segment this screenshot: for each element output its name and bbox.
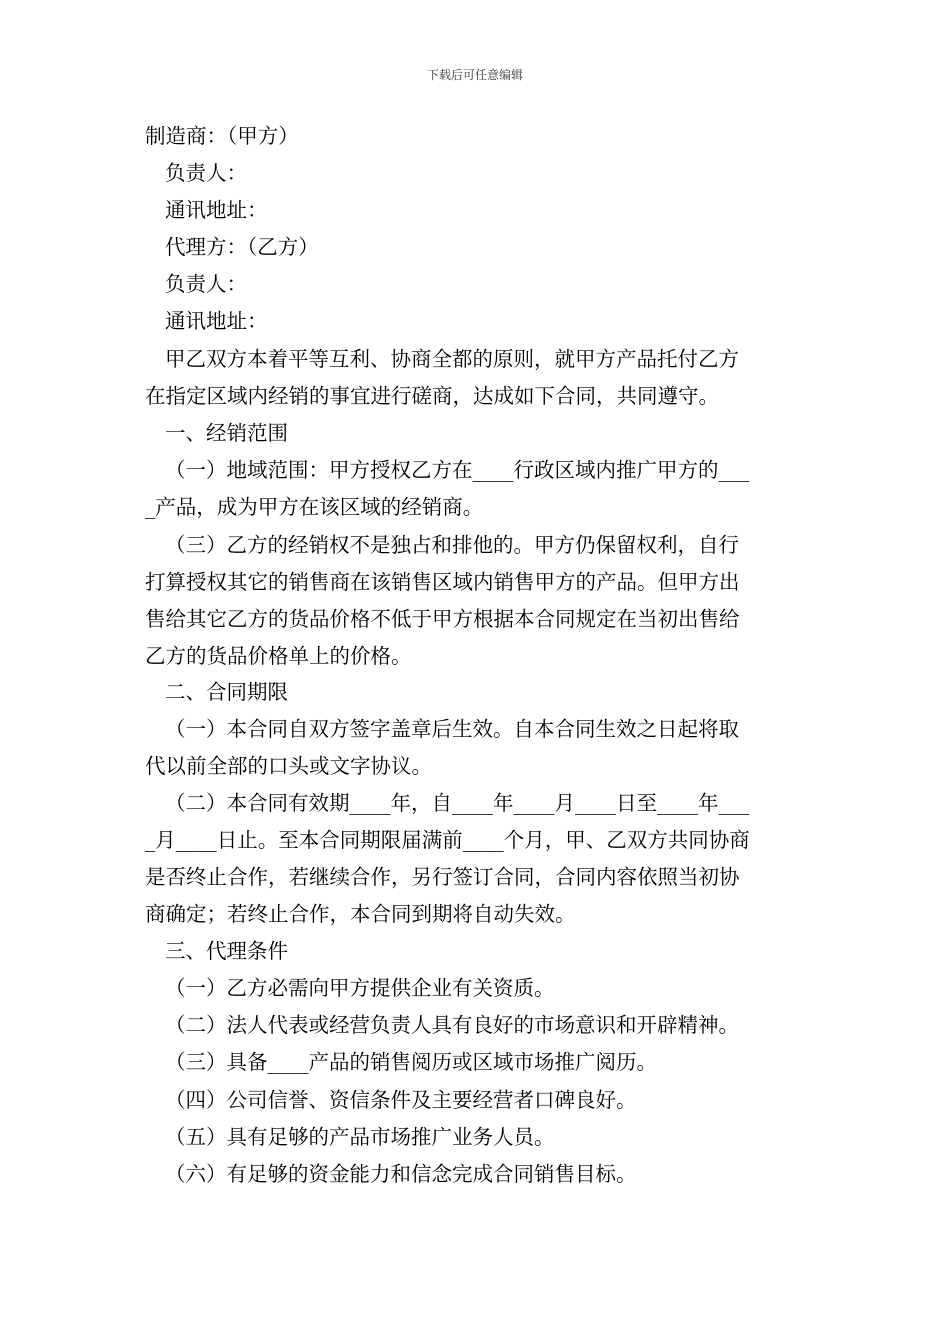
paragraph-line: 打算授权其它的销售商在该销售区域内销售甲方的产品。但甲方出	[145, 570, 740, 594]
page-header: 下载后可任意编辑	[426, 68, 523, 82]
agent-contact-line: 负责人：	[165, 272, 247, 296]
agent-line: 代理方：（乙方）	[165, 235, 319, 259]
section-heading: 二、合同期限	[165, 680, 288, 704]
manufacturer-address-line: 通讯地址：	[165, 198, 268, 222]
section-heading: 一、经销范围	[165, 421, 288, 445]
paragraph-line: 商确定；若终止合作，本合同到期将自动失效。	[145, 902, 576, 926]
paragraph-line: （三）乙方的经销权不是独占和排他的。甲方仍保留权利，自行	[165, 533, 739, 557]
manufacturer-contact-line: 负责人：	[165, 161, 247, 185]
list-item: （六）有足够的资金能力和信念完成合同销售目标。	[165, 1162, 637, 1186]
manufacturer-line: 制造商：（甲方）	[145, 124, 299, 148]
paragraph-line: _产品，成为甲方在该区域的经销商。	[145, 495, 484, 519]
agent-address-line: 通讯地址：	[165, 309, 268, 333]
paragraph-line: 乙方的货品价格单上的价格。	[145, 644, 412, 668]
section-heading: 三、代理条件	[165, 939, 288, 963]
paragraph-line: 在指定区域内经销的事宜进行磋商，达成如下合同，共同遵守。	[145, 384, 719, 408]
list-item: （三）具备____产品的销售阅历或区域市场推广阅历。	[165, 1050, 657, 1074]
paragraph-line: （二）本合同有效期____年，自____年____月____日至____年___	[165, 791, 750, 815]
list-item: （二）法人代表或经营负责人具有良好的市场意识和开辟精神。	[165, 1013, 739, 1037]
paragraph-line: 甲乙双方本着平等互利、协商全都的原则，就甲方产品托付乙方	[165, 347, 739, 371]
list-item: （四）公司信誉、资信条件及主要经营者口碑良好。	[165, 1088, 637, 1112]
list-item: （五）具有足够的产品市场推广业务人员。	[165, 1125, 555, 1149]
paragraph-line: 代以前全部的口头或文字协议。	[145, 754, 432, 778]
paragraph-line: （一）本合同自双方签字盖章后生效。自本合同生效之日起将取	[165, 717, 739, 741]
paragraph-line: （一）地域范围：甲方授权乙方在____行政区域内推广甲方的___	[165, 458, 750, 482]
paragraph-line: _月____日止。至本合同期限届满前____个月，甲、乙双方共同协商	[145, 828, 750, 852]
list-item: （一）乙方必需向甲方提供企业有关资质。	[165, 976, 555, 1000]
paragraph-line: 是否终止合作，若继续合作，另行签订合同，合同内容依照当初协	[145, 865, 740, 889]
paragraph-line: 售给其它乙方的货品价格不低于甲方根据本合同规定在当初出售给	[145, 607, 740, 631]
